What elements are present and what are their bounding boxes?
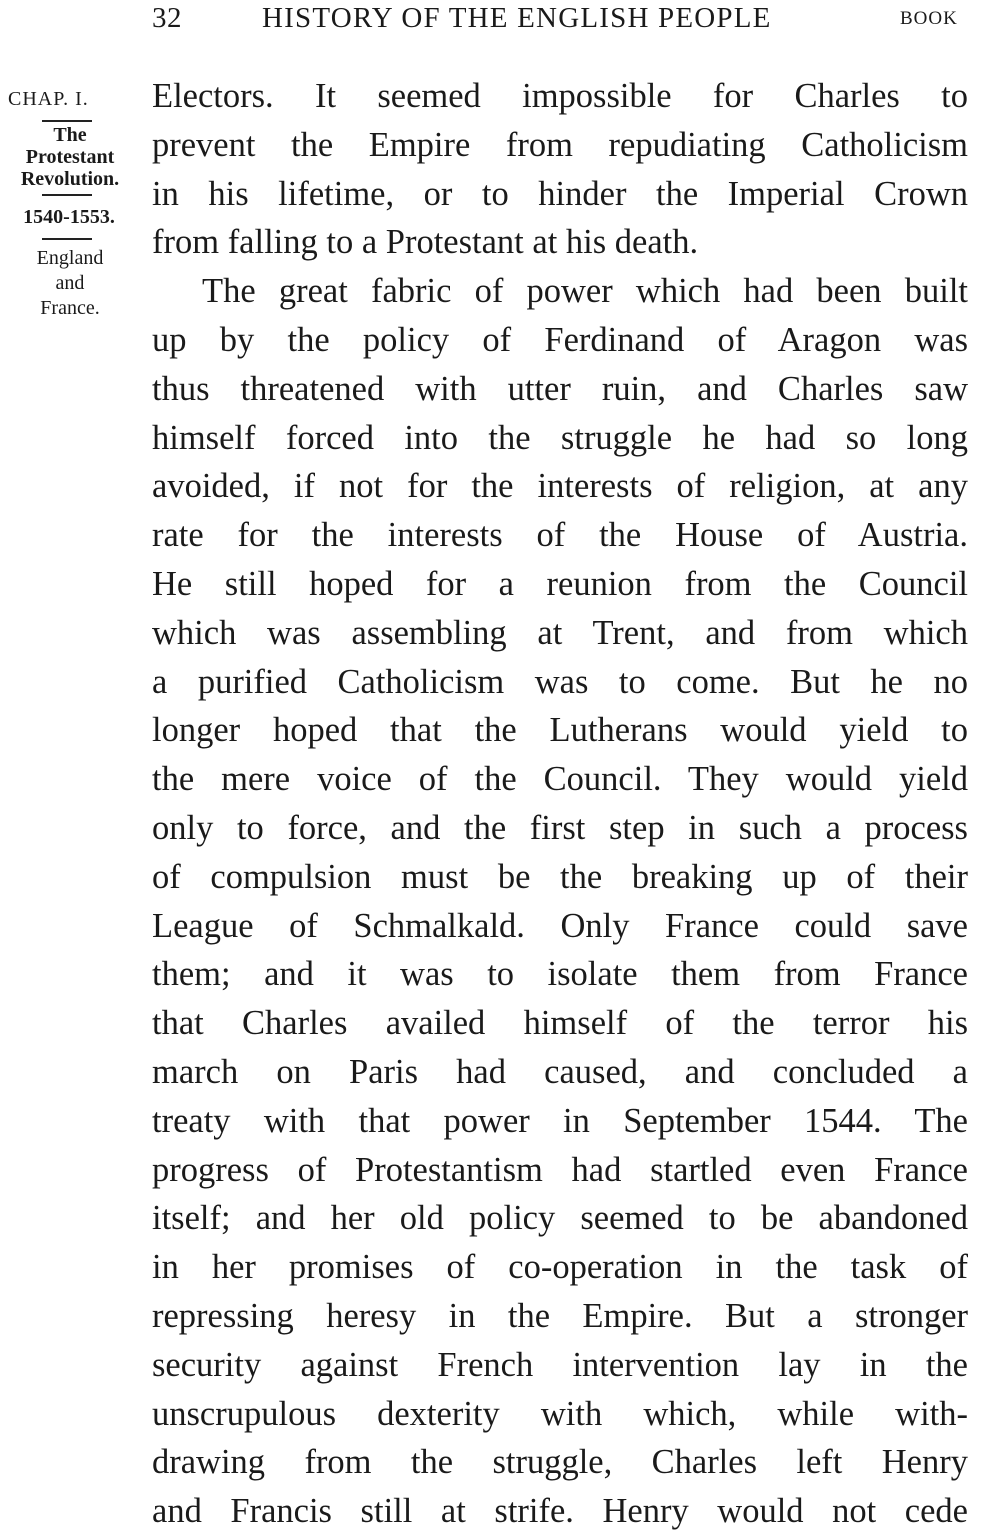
body-text xyxy=(152,72,968,1536)
text-line: and Francis still at strife. Henry would not cede xyxy=(152,1492,968,1531)
margin-subtopic: England and France. xyxy=(36,247,104,319)
text-line: prevent the Empire from repudiating Catholicism xyxy=(152,125,968,164)
margin-dates: 1540-1553. xyxy=(23,206,115,228)
margin-topic: The Protestant Revolution. xyxy=(20,124,120,190)
book-label: BOOK xyxy=(900,8,958,29)
text-line: himself forced into the struggle he had so long xyxy=(152,418,968,457)
text-line: the mere voice of the Council. They would yield xyxy=(152,760,968,799)
text-line: treaty with that power in September 1544. The xyxy=(152,1101,968,1140)
text-line: only to force, and the first step in such a process xyxy=(152,808,968,847)
margin-rule xyxy=(42,120,92,122)
text-line: march on Paris had caused, and concluded a xyxy=(152,1052,968,1091)
text-line: repressing heresy in the Empire. But a stronger xyxy=(152,1296,968,1335)
text-line: in his lifetime, or to hinder the Imperial Crown xyxy=(152,174,968,213)
text-line: in her promises of co-operation in the task of xyxy=(152,1248,968,1287)
text-line: security against French intervention lay in the xyxy=(152,1345,968,1384)
text-line: rate for the interests of the House of Austria. xyxy=(152,516,968,555)
text-line: of compulsion must be the breaking up of their xyxy=(152,857,968,896)
text-line: Electors. It seemed impossible for Charles to xyxy=(152,77,968,115)
text-line: avoided, if not for the interests of religion, at any xyxy=(152,467,968,506)
text-line: unscrupulous dexterity with which, while with- xyxy=(152,1394,968,1433)
text-line: longer hoped that the Lutherans would yield to xyxy=(152,711,968,750)
margin-notes xyxy=(0,78,140,321)
text-line: which was assembling at Trent, and from which xyxy=(152,613,968,652)
text-line: from falling to a Protestant at his death. xyxy=(152,223,699,262)
text-line: drawing from the struggle, Charles left Henry xyxy=(152,1443,968,1482)
margin-rule xyxy=(42,238,92,240)
text-line: progress of Protestantism had startled even France xyxy=(152,1150,968,1189)
text-line: League of Schmalkald. Only France could save xyxy=(152,906,968,945)
running-head xyxy=(0,2,1000,42)
text-line: thus threatened with utter ruin, and Charles saw xyxy=(152,369,968,408)
text-line: He still hoped for a reunion from the Council xyxy=(152,564,968,603)
chapter-label: CHAP. I. xyxy=(8,88,89,110)
text-line: up by the policy of Ferdinand of Aragon was xyxy=(152,320,968,359)
text-line: them; and it was to isolate them from France xyxy=(152,955,968,994)
page-number: 32 xyxy=(152,2,182,34)
text-line: The great fabric of power which had been built xyxy=(202,272,968,311)
text-line: that Charles availed himself of the terror his xyxy=(152,1004,968,1043)
running-title: HISTORY OF THE ENGLISH PEOPLE xyxy=(262,2,772,34)
text-line: a purified Catholicism was to come. But he no xyxy=(152,662,968,701)
text-line: itself; and her old policy seemed to be abandoned xyxy=(152,1199,968,1238)
